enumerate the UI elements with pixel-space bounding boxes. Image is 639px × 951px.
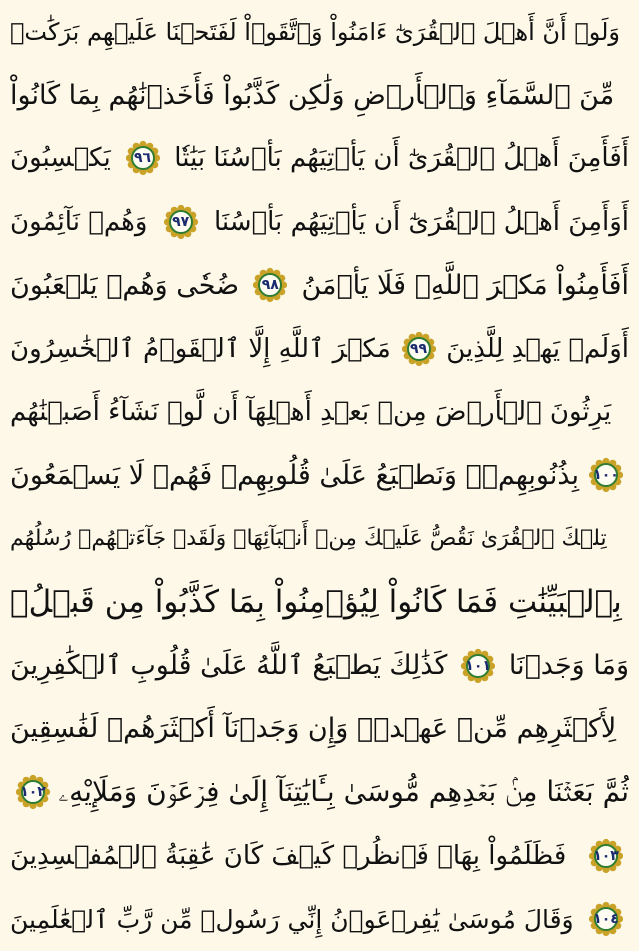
verse-text: أَوَأَمِنَ أَهۡلُ ٱلۡقُرَىٰٓ أَن يَأۡتِيَهُم بَأۡسُنَا (213, 206, 629, 237)
text-line (10, 824, 629, 887)
text-line (10, 634, 629, 697)
verse-text: مَكۡرَ ٱللَّهِ إِلَّا ٱلۡقَوۡمُ ٱلۡخَٰسِرُونَ (10, 333, 391, 364)
text-line (10, 444, 629, 507)
verse-text: أَفَأَمِنُواْ مَكۡرَ ٱللَّهِۚ فَلَا يَأۡمَنُ (301, 269, 629, 301)
text-line (10, 380, 629, 443)
verse-text: مِّنَ ٱلسَّمَآءِ وَٱلۡأَرۡضِ وَلَٰكِن كَذَّبُواْ فَأَخَذۡنَٰهُم بِمَا كَانُواْ (10, 79, 615, 111)
text-line (10, 254, 629, 317)
verse-text: كَذَٰلِكَ يَطۡبَعُ ٱللَّهُ عَلَىٰ قُلُوبِ ٱلۡكَٰفِرِينَ (10, 650, 448, 682)
verse-text: تِلۡكَ ٱلۡقُرَىٰ نَقُصُّ عَلَيۡكَ مِنۡ أَنۢبَآئِهَاۚ وَلَقَدۡ جَآءَتۡهُمۡ رُسُلُهُم (10, 525, 607, 551)
text-line (10, 63, 629, 126)
text-line (10, 127, 629, 190)
verse-text: أَفَأَمِنَ أَهۡلُ ٱلۡقُرَىٰٓ أَن يَأۡتِيَهُم بَأۡسُنَا بَيَٰتٗا (174, 143, 629, 174)
ayah-number: ١٠٣ (593, 847, 619, 864)
ayah-number-marker (164, 204, 198, 240)
ayah-number-marker (589, 457, 623, 493)
text-line (10, 697, 629, 760)
verse-text: بِٱلۡبَيِّنَٰتِ فَمَا كَانُواْ لِيُؤۡمِنُواْ بِمَا كَذَّبُواْ مِن قَبۡلُۚ (10, 583, 622, 620)
text-line (10, 190, 629, 253)
ayah-number: ٩٩ (409, 340, 428, 357)
ayah-number-marker (589, 901, 623, 937)
verse-text: بِذُنُوبِهِمۡۚ وَنَطۡبَعُ عَلَىٰ قُلُوبِهِمۡ فَهُمۡ لَا يَسۡمَعُونَ (10, 459, 580, 491)
ayah-number: ٩٦ (133, 150, 152, 167)
verse-text: لِأَكۡثَرِهِم مِّنۡ عَهۡدٖۖ وَإِن وَجَدۡنَآ أَكۡثَرَهُمۡ لَفَٰسِقِينَ (10, 713, 617, 745)
text-line (10, 571, 629, 634)
ayah-number: ١٠٠ (593, 467, 619, 484)
verse-text: ضُحٗى وَهُمۡ يَلۡعَبُونَ (10, 269, 240, 301)
text-line (10, 0, 629, 63)
ayah-number-marker (16, 774, 50, 810)
ayah-number: ٩٨ (261, 277, 279, 294)
verse-text: وَهُمۡ نَآئِمُونَ (10, 206, 148, 237)
verse-text: يَرِثُونَ ٱلۡأَرۡضَ مِنۢ بَعۡدِ أَهۡلِهَآ أَن لَّوۡ نَشَآءُ أَصَبۡنَٰهُم (10, 397, 612, 428)
verse-text: وَقَالَ مُوسَىٰ يَٰفِرۡعَوۡنُ إِنِّي رَسُولٞ مِّن رَّبِّ ٱلۡعَٰلَمِينَ (10, 904, 574, 934)
ayah-number-marker (253, 267, 287, 303)
ayah-number: ١٠٤ (593, 911, 619, 928)
ayah-number-marker (461, 648, 495, 684)
verse-text: وَمَا وَجَدۡنَا (508, 650, 629, 682)
ayah-number-marker (126, 140, 160, 176)
ayah-number-marker (589, 838, 623, 874)
verse-text: أَوَلَمۡ يَهۡدِ لِلَّذِينَ (446, 333, 629, 364)
text-line (10, 887, 629, 950)
ayah-number: ١٠١ (465, 657, 491, 674)
ayah-number: ١٠٢ (20, 784, 46, 801)
verse-text: وَلَوۡ أَنَّ أَهۡلَ ٱلۡقُرَىٰٓ ءَامَنُواْ وَٱتَّقَوۡاْ لَفَتَحۡنَا عَلَيۡهِم بَرَكَٰتٖ (10, 17, 621, 46)
verse-text: يَكۡسِبُونَ (10, 143, 111, 174)
verse-text: فَظَلَمُواْ بِهَاۖ فَٱنظُرۡ كَيۡفَ كَانَ عَٰقِبَةُ ٱلۡمُفۡسِدِينَ (10, 840, 567, 871)
verse-text: ثُمَّ بَعَثۡنَا مِنۢ بَعۡدِهِم مُّوسَىٰ بِـَٔايَٰتِنَآ إِلَىٰ فِرۡعَوۡنَ وَمَلَإِيْهِۦ (58, 775, 629, 809)
ayah-number-marker (402, 331, 436, 367)
text-line (10, 507, 629, 570)
text-line (10, 761, 629, 824)
ayah-number: ٩٧ (172, 213, 190, 230)
text-line (10, 317, 629, 380)
